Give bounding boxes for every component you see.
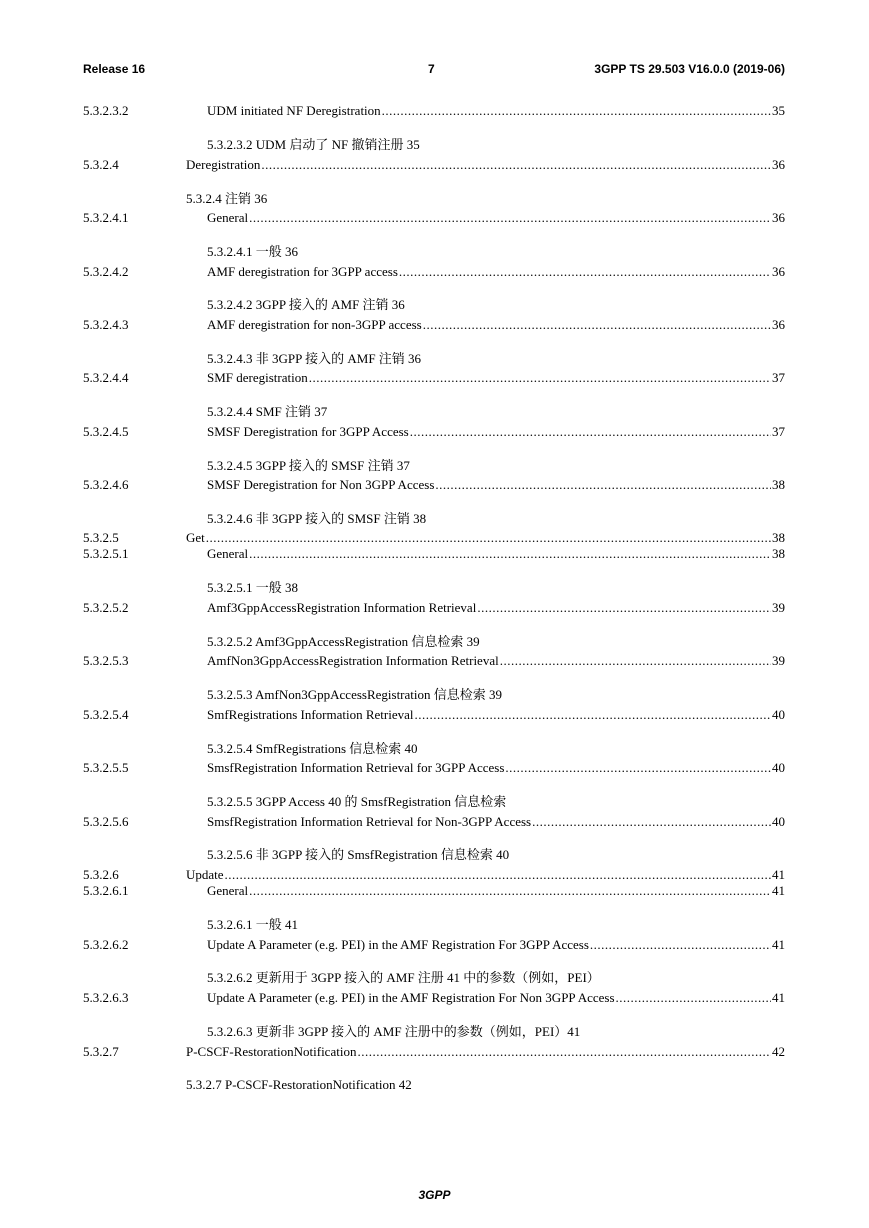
toc-entry-body bbox=[207, 317, 785, 333]
toc-entry-translation: 5.3.2.4.1 一般 36 bbox=[207, 244, 299, 259]
toc-leader-dots bbox=[249, 546, 771, 562]
toc-entry-body bbox=[207, 600, 785, 616]
toc-entry-body bbox=[207, 264, 785, 280]
toc-entry-body bbox=[207, 103, 785, 119]
toc-entry-title: Update bbox=[186, 867, 224, 882]
toc-entry-translation: 5.3.2.4.4 SMF 注销 37 bbox=[207, 404, 328, 419]
toc-entry-number: 5.3.2.4.5 bbox=[83, 424, 129, 439]
toc-leader-dots bbox=[206, 530, 771, 546]
toc-entry-body bbox=[207, 424, 785, 440]
toc-entry-title: AMF deregistration for 3GPP access bbox=[207, 264, 398, 279]
toc-entry-title: Update A Parameter (e.g. PEI) in the AMF Registration For 3GPP Access bbox=[207, 937, 589, 952]
toc-entry-number: 5.3.2.4 bbox=[83, 157, 119, 172]
toc-entry-body bbox=[207, 370, 785, 386]
toc-entry-page: 41 bbox=[772, 937, 785, 952]
toc-entry-number: 5.3.2.5.2 bbox=[83, 600, 129, 615]
toc-leader-dots bbox=[249, 883, 771, 899]
toc-entry-page: 40 bbox=[772, 707, 785, 722]
toc-entry-translation: 5.3.2.5.1 一般 38 bbox=[207, 580, 299, 595]
toc-entry[interactable] bbox=[83, 814, 785, 830]
toc-entry[interactable] bbox=[83, 424, 785, 440]
toc-entry-page: 36 bbox=[772, 317, 785, 332]
toc-entry[interactable] bbox=[83, 210, 785, 226]
toc-entry-translation: 5.3.2.6.3 更新非 3GPP 接入的 AMF 注册中的参数（例如，PEI）41 bbox=[207, 1024, 581, 1039]
toc-entry-number: 5.3.2.6 bbox=[83, 867, 119, 882]
toc-entry-title: UDM initiated NF Deregistration bbox=[207, 103, 381, 118]
toc-entry-title: Update A Parameter (e.g. PEI) in the AMF Registration For Non 3GPP Access bbox=[207, 990, 615, 1005]
toc-entry-body bbox=[207, 707, 785, 723]
toc-entry-number: 5.3.2.4.2 bbox=[83, 264, 129, 279]
toc-entry-translation: 5.3.2.5.4 SmfRegistrations 信息检索 40 bbox=[207, 741, 418, 756]
toc-entry-page: 39 bbox=[772, 600, 785, 615]
toc-entry-page: 39 bbox=[772, 653, 785, 668]
toc-entry-number: 5.3.2.4.3 bbox=[83, 317, 129, 332]
toc-entry-number: 5.3.2.6.3 bbox=[83, 990, 129, 1005]
toc-entry-page: 36 bbox=[772, 210, 785, 225]
toc-entry-body bbox=[186, 1044, 785, 1060]
toc-entry-title: AMF deregistration for non-3GPP access bbox=[207, 317, 422, 332]
toc-entry-page: 41 bbox=[772, 990, 785, 1005]
toc-entry-number: 5.3.2.5.4 bbox=[83, 707, 129, 722]
toc-entry-title: Deregistration bbox=[186, 157, 261, 172]
toc-entry-translation: 5.3.2.3.2 UDM 启动了 NF 撤销注册 35 bbox=[207, 137, 420, 152]
toc-leader-dots bbox=[500, 653, 771, 669]
toc-entry-body bbox=[207, 477, 785, 493]
toc-entry-number: 5.3.2.6.1 bbox=[83, 883, 129, 898]
toc-leader-dots bbox=[309, 370, 771, 386]
toc-leader-dots bbox=[616, 990, 771, 1006]
toc-entry-number: 5.3.2.5.5 bbox=[83, 760, 129, 775]
toc-entry-translation: 5.3.2.4 注销 36 bbox=[186, 191, 268, 206]
toc-entry-body bbox=[207, 883, 785, 899]
toc-entry[interactable] bbox=[83, 990, 785, 1006]
toc-entry-title: SMF deregistration bbox=[207, 370, 308, 385]
toc-entry-title: SMSF Deregistration for 3GPP Access bbox=[207, 424, 409, 439]
toc-entry-translation: 5.3.2.6.2 更新用于 3GPP 接入的 AMF 注册 41 中的参数（例如，PEI） bbox=[207, 970, 600, 985]
toc-leader-dots bbox=[505, 760, 771, 776]
toc-entry[interactable] bbox=[83, 264, 785, 280]
toc-entry-number: 5.3.2.4.6 bbox=[83, 477, 129, 492]
toc-leader-dots bbox=[415, 707, 771, 723]
toc-entry-title: SmfRegistrations Information Retrieval bbox=[207, 707, 414, 722]
toc-entry-translation: 5.3.2.5.5 3GPP Access 40 的 SmsfRegistration 信息检索 bbox=[207, 794, 507, 809]
toc-entry-number: 5.3.2.5.1 bbox=[83, 546, 129, 561]
toc-entry-title: SMSF Deregistration for Non 3GPP Access bbox=[207, 477, 435, 492]
header-release: Release 16 bbox=[83, 62, 146, 76]
toc-leader-dots bbox=[410, 424, 771, 440]
toc-entry[interactable] bbox=[83, 600, 785, 616]
toc-entry-body bbox=[186, 867, 785, 883]
toc-entry-body bbox=[207, 210, 785, 226]
toc-entry-title: AmfNon3GppAccessRegistration Information Retrieval bbox=[207, 653, 499, 668]
toc-leader-dots bbox=[261, 157, 771, 173]
toc-entry-translation: 5.3.2.4.3 非 3GPP 接入的 AMF 注销 36 bbox=[207, 351, 422, 366]
toc-entry-number: 5.3.2.3.2 bbox=[83, 103, 129, 118]
toc-entry-page: 37 bbox=[772, 424, 785, 439]
toc-entry-page: 37 bbox=[772, 370, 785, 385]
toc-entry-body bbox=[186, 530, 785, 546]
toc-leader-dots bbox=[532, 814, 771, 830]
toc-entry[interactable] bbox=[83, 653, 785, 669]
toc-entry-translation: 5.3.2.5.3 AmfNon3GppAccessRegistration 信息检索 39 bbox=[207, 687, 503, 702]
toc-entry-body bbox=[207, 653, 785, 669]
toc-entry-translation: 5.3.2.4.6 非 3GPP 接入的 SMSF 注销 38 bbox=[207, 511, 427, 526]
toc-entry-number: 5.3.2.6.2 bbox=[83, 937, 129, 952]
toc-entry-page: 41 bbox=[772, 883, 785, 898]
toc-entry-body bbox=[207, 814, 785, 830]
toc-entry-number: 5.3.2.5.6 bbox=[83, 814, 129, 829]
toc-entry-page: 36 bbox=[772, 157, 785, 172]
toc-entry-page: 38 bbox=[772, 477, 785, 492]
toc-entry-page: 40 bbox=[772, 814, 785, 829]
toc-entry-title: Get bbox=[186, 530, 205, 545]
toc-entry-number: 5.3.2.4.1 bbox=[83, 210, 129, 225]
toc-entry[interactable] bbox=[83, 867, 785, 883]
toc-leader-dots bbox=[477, 600, 771, 616]
toc-entry-title: SmsfRegistration Information Retrieval for Non-3GPP Access bbox=[207, 814, 532, 829]
toc-leader-dots bbox=[590, 937, 771, 953]
toc-entry-page: 41 bbox=[772, 867, 785, 882]
toc-entry-page: 35 bbox=[772, 103, 785, 118]
toc-entry-number: 5.3.2.4.4 bbox=[83, 370, 129, 385]
toc-entry[interactable] bbox=[83, 1044, 785, 1060]
toc-entry[interactable] bbox=[83, 760, 785, 776]
toc-leader-dots bbox=[225, 867, 771, 883]
toc-entry-page: 38 bbox=[772, 546, 785, 561]
toc-entry[interactable] bbox=[83, 157, 785, 173]
toc-entry-page: 42 bbox=[772, 1044, 785, 1059]
toc-entry-page: 36 bbox=[772, 264, 785, 279]
header-spec-id: 3GPP TS 29.503 V16.0.0 (2019-06) bbox=[594, 62, 785, 76]
toc-entry-title: P-CSCF-RestorationNotification bbox=[186, 1044, 357, 1059]
toc-entry-page: 38 bbox=[772, 530, 785, 545]
toc-leader-dots bbox=[249, 210, 771, 226]
toc-leader-dots bbox=[399, 264, 771, 280]
toc-entry-translation: 5.3.2.4.2 3GPP 接入的 AMF 注销 36 bbox=[207, 297, 405, 312]
toc-entry-translation: 5.3.2.5.2 Amf3GppAccessRegistration 信息检索 39 bbox=[207, 634, 480, 649]
toc-entry[interactable] bbox=[83, 370, 785, 386]
toc-entry[interactable] bbox=[83, 477, 785, 493]
toc-entry[interactable] bbox=[83, 530, 785, 546]
toc-entry-translation: 5.3.2.4.5 3GPP 接入的 SMSF 注销 37 bbox=[207, 458, 410, 473]
toc-entry[interactable] bbox=[83, 937, 785, 953]
toc-entry-translation: 5.3.2.5.6 非 3GPP 接入的 SmsfRegistration 信息检索 40 bbox=[207, 847, 510, 862]
toc-entry[interactable] bbox=[83, 883, 785, 899]
toc-entry-title: General bbox=[207, 546, 249, 561]
toc-leader-dots bbox=[435, 477, 771, 493]
toc-entry-body bbox=[207, 546, 785, 562]
toc-entry-body bbox=[207, 990, 785, 1006]
toc-entry-translation: 5.3.2.7 P-CSCF-RestorationNotification 42 bbox=[186, 1077, 412, 1092]
toc-entry-title: General bbox=[207, 210, 249, 225]
footer-3gpp: 3GPP bbox=[418, 1188, 451, 1202]
header-page-number: 7 bbox=[428, 62, 435, 76]
toc-entry-number: 5.3.2.5 bbox=[83, 530, 119, 545]
toc-entry-number: 5.3.2.7 bbox=[83, 1044, 119, 1059]
toc-entry-number: 5.3.2.5.3 bbox=[83, 653, 129, 668]
toc-leader-dots bbox=[382, 103, 771, 119]
toc-entry[interactable] bbox=[83, 103, 785, 119]
toc-entry-body bbox=[207, 937, 785, 953]
toc-entry-translation: 5.3.2.6.1 一般 41 bbox=[207, 917, 299, 932]
toc-leader-dots bbox=[357, 1044, 771, 1060]
toc-entry-page: 40 bbox=[772, 760, 785, 775]
toc-entry-title: General bbox=[207, 883, 249, 898]
toc-entry-title: SmsfRegistration Information Retrieval for 3GPP Access bbox=[207, 760, 505, 775]
toc-entry[interactable] bbox=[83, 707, 785, 723]
toc-entry-body bbox=[207, 760, 785, 776]
toc-entry-body bbox=[186, 157, 785, 173]
toc-entry[interactable] bbox=[83, 546, 785, 562]
toc-leader-dots bbox=[423, 317, 771, 333]
toc-entry[interactable] bbox=[83, 317, 785, 333]
toc-entry-title: Amf3GppAccessRegistration Information Retrieval bbox=[207, 600, 477, 615]
